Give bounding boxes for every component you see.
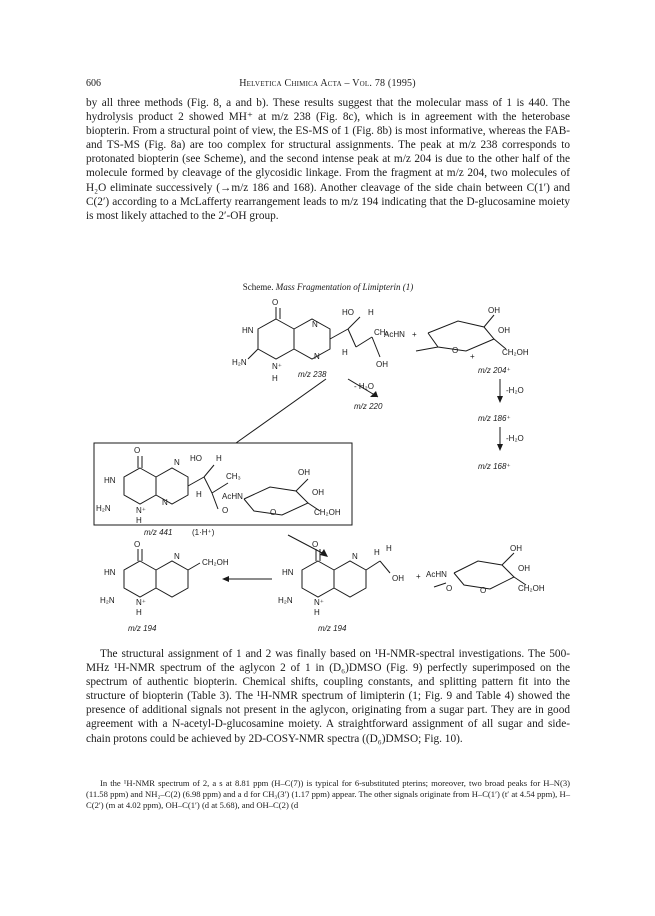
atom-oring-top: O xyxy=(452,346,459,355)
atom-nplus-bl: N⁺ xyxy=(136,598,146,607)
atom-h2n-box: H₂N xyxy=(96,504,111,513)
label-mz168: m/z 168⁺ xyxy=(478,462,511,471)
atom-hn-bl: HN xyxy=(104,568,116,577)
atom-n2-top: N xyxy=(314,352,320,361)
scheme-caption-title: Mass Fragmentation of Limipterin (1) xyxy=(275,282,414,292)
atom-h3-top: H xyxy=(342,348,348,357)
atom-hn-top: HN xyxy=(242,326,254,335)
atom-o-link-box: O xyxy=(222,506,229,515)
atom-ch2oh-br: CH₂OH xyxy=(518,584,545,593)
atom-oh-box: OH xyxy=(298,468,310,477)
atom-h2n-bl: H₂N xyxy=(100,596,115,605)
atom-n2-box: N xyxy=(162,498,168,507)
atom-n-top: N xyxy=(312,320,318,329)
pterin-ring-right-bm xyxy=(334,561,366,597)
atom-oh-bm: OH xyxy=(392,574,404,583)
atom-h2n-top: H₂N xyxy=(232,358,247,367)
atom-ch2oh-box: CH₂OH xyxy=(314,508,341,517)
label-mz441: m/z 441 xyxy=(144,528,173,537)
sugar-ring-top xyxy=(428,321,494,351)
fragmentation-scheme xyxy=(86,293,570,639)
scheme-caption xyxy=(86,282,570,292)
sugar-ring-bottom xyxy=(454,561,514,589)
atom-h2-top: H xyxy=(368,308,374,317)
atom-h2-bm: H xyxy=(374,548,380,557)
footnote: In the ¹H-NMR spectrum of 2, a s at 8.81 ppm (H–C(7)) is typical for 6-substituted pterins; moreover, two broad peaks for H–N(3) (11.58 ppm) and NH₂–C(2) (6.98 ppm) and a d for CH₃(3′) (1.17 ppm) appear. The other signals originate from H–C(1′) (t′ at 4.54 ppm), H–C(2′) (m at 4.02 ppm), OH–C(1′) (d at 5.68), and OH–C(2) (d xyxy=(86,778,570,810)
atom-h-top: H xyxy=(272,374,278,383)
atom-ch3-box: CH₃ xyxy=(226,472,241,481)
atom-o-box: O xyxy=(134,446,141,455)
atom-oh-top: OH xyxy=(376,360,388,369)
atom-h2-box: H xyxy=(216,454,222,463)
page-header xyxy=(86,78,569,94)
atom-h3-bm: H xyxy=(386,544,392,553)
atom-n-bl: N xyxy=(174,552,180,561)
pterin-ring-right-bl xyxy=(156,561,188,597)
pterin-ring-left-box xyxy=(124,468,156,504)
plus-bottom: + xyxy=(416,572,421,581)
atom-oh2-br: OH xyxy=(518,564,530,573)
label-minus-h2o-b: -H₂O xyxy=(506,386,524,395)
atom-ch2oh-top: CH₂OH xyxy=(502,348,529,357)
pterin-ring-left-top xyxy=(258,319,294,359)
label-mz204: m/z 204⁺ xyxy=(478,366,511,375)
atom-achn-top: AcHN xyxy=(384,330,405,339)
atom-n-bm: N xyxy=(352,552,358,561)
pterin-ring-right-box xyxy=(156,468,188,504)
atom-o-link-br: O xyxy=(446,584,453,593)
atom-h3-box: H xyxy=(196,490,202,499)
atom-ho-box: HO xyxy=(190,454,202,463)
body-paragraph-1: by all three methods (Fig. 8, a and b). These results suggest that the molecular mass of 1 is 440. The hydrolysis product 2 showed MH⁺ at m/z 238 (Fig. 8c), which is in agreement with the heterobase biopterin. From a structural point of view, the ES-MS of 1 (Fig. 8b) is most informative, whereas the FAB- and TS-MS (Fig. 8a) are too complex for structural assignments. The peak at m/z 238 corresponds to protonated biopterin (see Scheme), and the second intense peak at m/z 204 is due to the other half of the molecule formed by cleavage of the glycosidic linkage. From the fragment at m/z 204, two molecules of H₂O eliminate successively (→m/z 186 and 168). Another cleavage of the side chain between C(1′) and C(2′) according to a McLafferty rearrangement leads to m/z 194 indicating that the D-glucosamine moiety is most likely attached to the 2′-OH group. xyxy=(86,97,570,222)
label-minus-h2o-c: -H₂O xyxy=(506,434,524,443)
atom-oring-box: O xyxy=(270,508,277,517)
plus-top: + xyxy=(412,330,417,339)
plus-ion-top: + xyxy=(470,352,475,361)
label-mz441-ion: (1·H⁺) xyxy=(192,528,215,537)
atom-h-bl: H xyxy=(136,608,142,617)
body-paragraph-2: The structural assignment of 1 and 2 was finally based on ¹H-NMR-spectral investigations. The 500-MHz ¹H-NMR spectrum of the aglycon 2 of 1 in (D₆)DMSO (Fig. 9) perfectly superimposed on the spectrum of authentic biopterin. Chemical shifts, coupling constants, and splitting pattern fit into the structure of biopterin (Table 3). The ¹H-NMR spectrum of limipterin (1; Fig. 9 and Table 4) showed the presence of additional signals not present in the aglycon, originating from a sugar part. They are in good agreement with a N-acetyl-D-glucosamine moiety. A straightforward assignment of all sugar and side-chain protons could be achieved by 2D-COSY-NMR spectra ((D₆)DMSO; Fig. 10). xyxy=(86,648,570,745)
atom-h-box: H xyxy=(136,516,142,525)
label-mz194-mid: m/z 194 xyxy=(318,624,347,633)
atom-hn-box: HN xyxy=(104,476,116,485)
atom-hn-bm: HN xyxy=(282,568,294,577)
atom-oh-br: OH xyxy=(510,544,522,553)
pterin-ring-left-bm xyxy=(302,561,334,597)
atom-oh2-sugar-top: OH xyxy=(498,326,510,335)
atom-h2n-bm: H₂N xyxy=(278,596,293,605)
atom-o-top: O xyxy=(272,298,279,307)
pterin-ring-left-bl xyxy=(124,561,156,597)
running-title: Helvetica Chimica Acta – Vol. 78 (1995) xyxy=(239,78,416,89)
atom-oh2-box: OH xyxy=(312,488,324,497)
atom-ho-top: HO xyxy=(342,308,354,317)
atom-ch3-top: CH₃ xyxy=(374,328,389,337)
atom-h-bm: H xyxy=(314,608,320,617)
atom-oring-br: O xyxy=(480,586,487,595)
atom-oh-sugar-top: OH xyxy=(488,306,500,315)
page-number: 606 xyxy=(86,78,101,89)
atom-nplus-box: N⁺ xyxy=(136,506,146,515)
scheme-caption-label: Scheme. xyxy=(242,282,274,292)
atom-achn-br: AcHN xyxy=(426,570,447,579)
label-mz238: m/z 238 xyxy=(298,370,327,379)
atom-o-bm: O xyxy=(312,540,319,549)
atom-ch2oh-bl: CH₂OH xyxy=(202,558,229,567)
label-mz186: m/z 186⁺ xyxy=(478,414,511,423)
atom-nplus-top: N⁺ xyxy=(272,362,282,371)
atom-o-bl: O xyxy=(134,540,141,549)
atom-achn-box: AcHN xyxy=(222,492,243,501)
label-mz220: m/z 220 xyxy=(354,402,383,411)
atom-n-box: N xyxy=(174,458,180,467)
label-mz194-left: m/z 194 xyxy=(128,624,157,633)
label-minus-h2o: - H₂O xyxy=(354,382,374,391)
atom-nplus-bm: N⁺ xyxy=(314,598,324,607)
